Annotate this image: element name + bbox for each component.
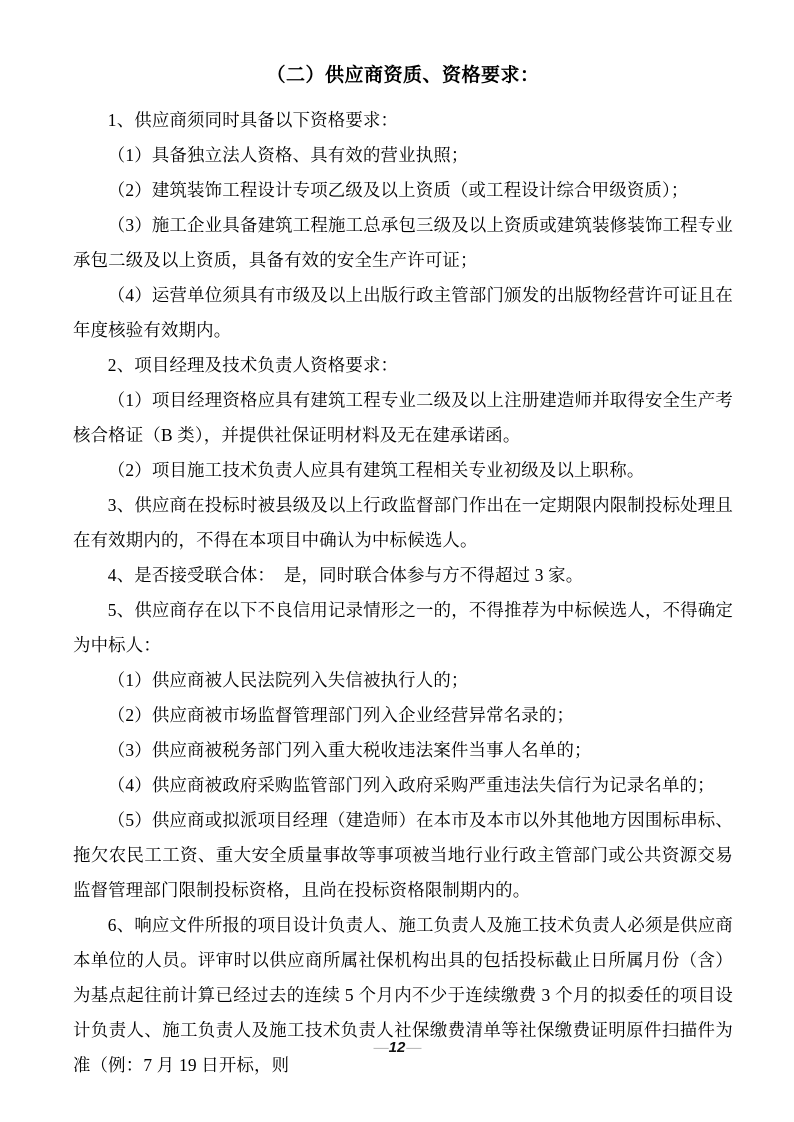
paragraph: （1）项目经理资格应具有建筑工程专业二级及以上注册建造师并取得安全生产考核合格证（B 类），并提供社保证明材料及无在建承诺函。 xyxy=(73,390,733,445)
paragraph: 2、项目经理及技术负责人资格要求： xyxy=(107,355,399,375)
paragraph: （2）建筑装饰工程设计专项乙级及以上资质（或工程设计综合甲级资质）； xyxy=(107,180,689,200)
footer-dash-left: — xyxy=(373,1040,388,1056)
paragraph: （5）供应商或拟派项目经理（建造师）在本市及本市以外其他地方因围标串标、拖欠农民工工资、重大安全质量事故等事项被当地行业行政主管部门或公共资源交易监督管理部门限制投标资格，且尚在投标资格限制期内的。 xyxy=(73,810,733,900)
paragraph: （3）施工企业具备建筑工程施工总承包三级及以上资质或建筑装修装饰工程专业承包二级及以上资质，具备有效的安全生产许可证； xyxy=(73,215,733,270)
page-footer xyxy=(0,1038,794,1058)
page-title: （二）供应商资质、资格要求： xyxy=(266,65,540,86)
paragraph: （1）具备独立法人资格、具有效的营业执照； xyxy=(107,145,469,165)
document-body xyxy=(73,62,733,1083)
page-number: 12 xyxy=(388,1039,406,1056)
paragraph: 3、供应商在投标时被县级及以上行政监督部门作出在一定期限内限制投标处理且在有效期内的，不得在本项目中确认为中标候选人。 xyxy=(73,495,733,550)
paragraph: （3）供应商被税务部门列入重大税收违法案件当事人名单的； xyxy=(107,740,592,760)
paragraph: （1）供应商被人民法院列入失信被执行人的； xyxy=(107,670,469,690)
paragraph: 5、供应商存在以下不良信用记录情形之一的，不得推荐为中标候选人，不得确定为中标人： xyxy=(73,600,733,655)
paragraph: （4）供应商被政府采购监管部门列入政府采购严重违法失信行为记录名单的； xyxy=(107,775,715,795)
paragraph: （4）运营单位须具有市级及以上出版行政主管部门颁发的出版物经营许可证且在年度核验有效期内。 xyxy=(73,285,733,340)
paragraph: 1、供应商须同时具备以下资格要求： xyxy=(107,110,399,130)
paragraph: （2）项目施工技术负责人应具有建筑工程相关专业初级及以上职称。 xyxy=(107,460,645,480)
footer-dash-right: — xyxy=(406,1040,421,1056)
paragraph: 6、响应文件所报的项目设计负责人、施工负责人及施工技术负责人必须是供应商本单位的人员。评审时以供应商所属社保机构出具的包括投标截止日所属月份（含）为基点起往前计算已经过去的连续 5 个月内不少于连续缴费 3 个月的拟委任的项目设计负责人、施工负责人及施工技术负责人社保缴费清单等社保缴费证明原件扫描件为准（例：7 月 19 日开标，则 xyxy=(73,915,733,1075)
paragraph: （2）供应商被市场监督管理部门列入企业经营异常名录的； xyxy=(107,705,575,725)
paragraph: 4、是否接受联合体： 是，同时联合体参与方不得超过 3 家。 xyxy=(107,565,584,585)
